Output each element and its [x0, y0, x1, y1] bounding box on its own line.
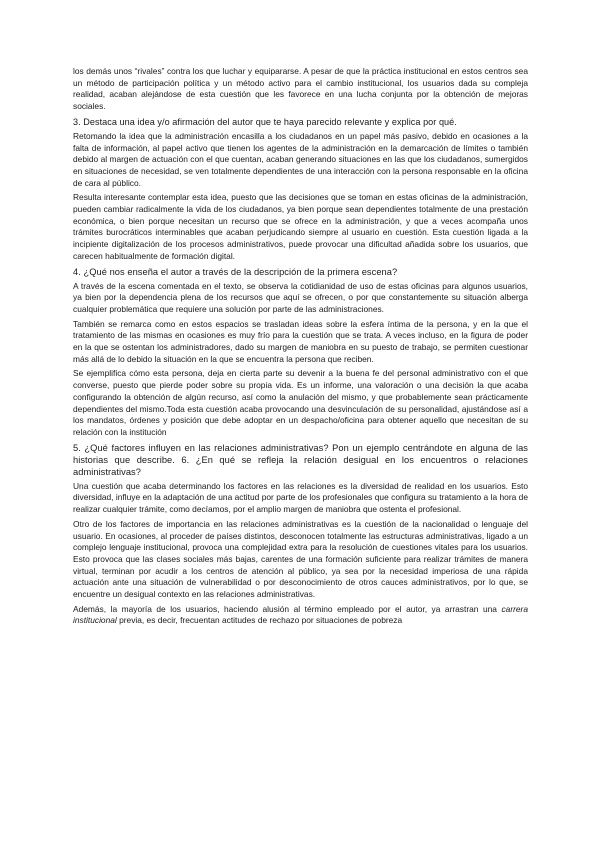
paragraph-escena: A través de la escena comentada en el texto, se observa la cotidianidad de uso de estas oficinas para algunos usuarios, ya bien por la dependencia plena de los recursos que aquí se ofrecen, o por que constantemente su situación alberga cualquier problemática que requiere una solución por parte de las administraciones.	[73, 280, 528, 314]
document-page	[73, 66, 528, 630]
paragraph-rivales: los demás unos “rivales” contra los que luchar y equipararse. A pesar de que la práctica institucional en estos centros sea un método de participación política y un método activo para el cambio institucional, los usuarios dada su compleja realidad, acaban alejándose de esta cuestión que les favorece en una lucha conjunta por la obtención de mejoras sociales.	[73, 66, 528, 112]
paragraph-resulta-interesante: Resulta interesante contemplar esta idea, puesto que las decisiones que se toman en estas oficinas de la administración, pueden cambiar radicalmente la vida de los ciudadanos, ya bien porque sean dependientes totalmente de una prestación económica, o bien porque necesitan un recurso que se ofrece en la administración, y que a veces acompaña unos trámites burocráticos interminables que acaban perjudicando siempre al usuario en cuestión. Esta cuestión ligada a la incipiente digitalización de los procesos administrativos, puede provocar una dificultad añadida sobre los usuarios, que carecen habitualmente de formación digital.	[73, 192, 528, 261]
paragraph-ademas-start: Además, la mayoría de los usuarios, haciendo alusión al término empleado por el autor, ya arrastran una	[73, 603, 502, 614]
question-3: 3. Destaca una idea y/o afirmación del autor que te haya parecido relevante y explica por qué.	[73, 116, 457, 127]
carrera-institucional-term: carrera institucional	[73, 603, 528, 626]
paragraph-ademas	[73, 604, 528, 627]
paragraph-diversidad: Una cuestión que acaba determinando los factores en las relaciones es la diversidad de realidad en los usuarios. Esto diversidad, influye en la adaptación de una actitud por parte de los profesionales que configura su tratamiento a la hora de realizar cualquier trámite, como decíamos, por el amplio margen de maniobra que ostenta el profesional.	[73, 480, 528, 515]
paragraph-retomando: Retomando la idea que la administración encasilla a los ciudadanos en un papel más pasivo, debido en ocasiones a la falta de información, al papel activo que tienen los agentes de la administración en la demarcación de límites o también debido al margen de actuación con el que cuentan, acaban generando situaciones en las que los ciudadanos, sumergidos en situaciones de necesidad, se ven totalmente dependientes de una interacción con la persona responsable en la oficina de cara al público.	[73, 130, 528, 188]
question-5-6: 5. ¿Qué factores influyen en las relaciones administrativas? Pon un ejemplo centrándote en alguna de las historias que describe. 6. ¿En qué se refleja la relación desigual en los encuentros o relaciones administrativas?	[73, 442, 528, 477]
paragraph-ademas-end: previa, es decir, frecuentan actitudes de rechazo por situaciones de pobreza	[116, 615, 403, 626]
paragraph-ejemplifica: Se ejemplifica cómo esta persona, deja en cierta parte su devenir a la buena fe del personal administrativo con el que converse, puesto que pierde poder sobre su propia vida. Es un informe, una valoración o una decisión la que acaba configurando la obtención de algún recurso, así como la anulación del mismo, y que probablemente sean prácticamente dependientes del mismo.Toda esta cuestión acaba provocando una desvinculación de su personalidad, ajustándose así a los mandatos, órdenes y posición que debe adoptar en un despacho/oficina para obtener aquello que necesitan de su relación con la institución	[73, 368, 528, 437]
paragraph-tambien: También se remarca como en estos espacios se trasladan ideas sobre la esfera íntima de la persona, y en la que el tratamiento de las mismas en ocasiones es muy frío para la cuestión que se trata. A veces incluso, en la figura de poder en la que se ostentan los administradores, dado su margen de maniobra en su puesto de trabajo, se permiten cuestionar más allá de lo debido la situación en la que se encuentra la persona que reciben.	[73, 318, 528, 364]
paragraph-nacionalidad: Otro de los factores de importancia en las relaciones administrativas es la cuestión de la nacionalidad o lenguaje del usuario. En ocasiones, al proceder de países distintos, desconocen totalmente las estructuras administrativas, ligado a un complejo lenguaje institucional, provoca una complejidad extra para la resolución de cuestiones vitales para los usuarios. Esto provoca que las clases sociales más bajas, carentes de una formación suficiente para realizar trámites de manera virtual, terminan por acudir a los centros de atención al público, ya sea por la necesidad imperiosa de una rápida actuación ante una situación de vulnerabilidad o por desconocimiento de otros cauces administrativos, por lo que, se encuentre un desigual contexto en las relaciones administrativas.	[73, 518, 528, 600]
question-4: 4. ¿Qué nos enseña el autor a través de la descripción de la primera escena?	[73, 266, 398, 277]
